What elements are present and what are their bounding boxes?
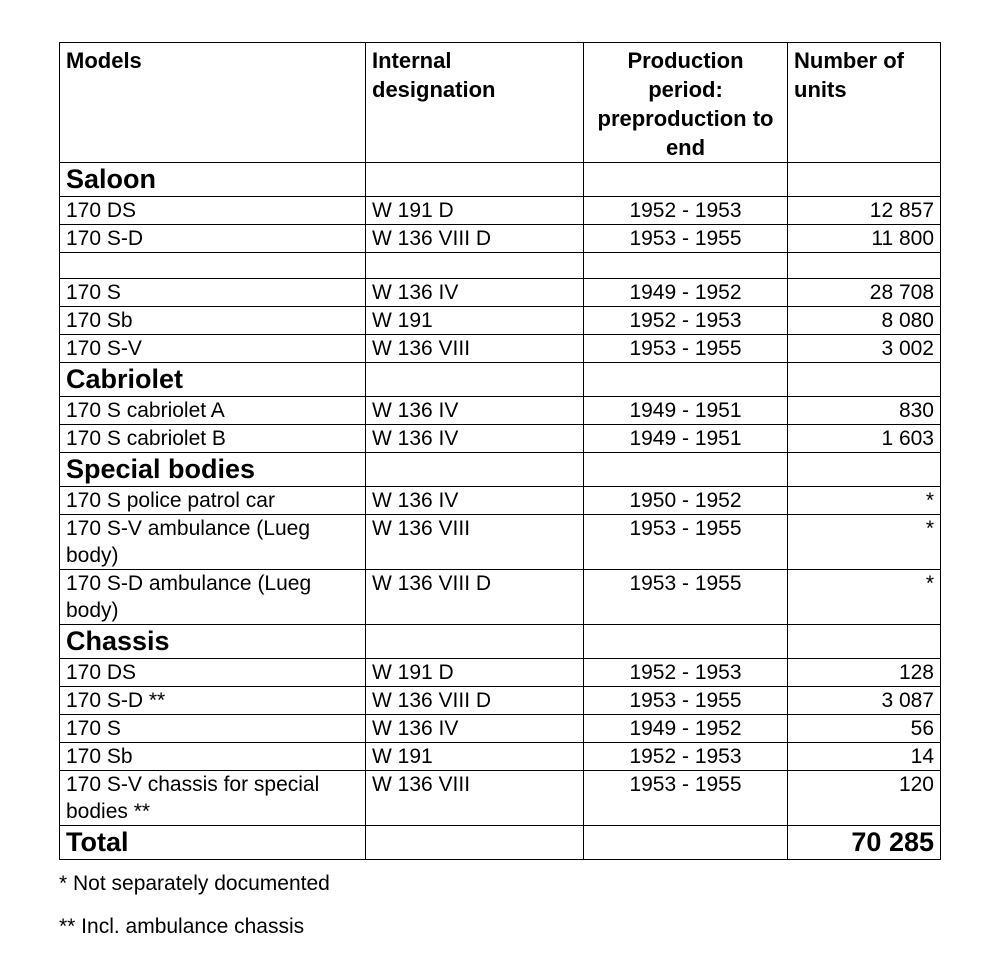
period-cell: 1952 - 1953 (584, 659, 788, 687)
model-cell: 170 S-D ambulance (Lueg body) (60, 570, 366, 625)
designation-cell: W 136 VIII D (366, 687, 584, 715)
table-row (60, 715, 941, 743)
units-cell: 14 (788, 743, 941, 771)
model-cell: 170 Sb (60, 307, 366, 335)
designation-cell: W 136 IV (366, 397, 584, 425)
model-cell: 170 Sb (60, 743, 366, 771)
table-row (60, 659, 941, 687)
units-cell: 28 708 (788, 279, 941, 307)
period-cell: 1949 - 1952 (584, 279, 788, 307)
table-row (60, 570, 941, 625)
period-cell: 1953 - 1955 (584, 515, 788, 570)
model-cell: 170 S cabriolet A (60, 397, 366, 425)
special-bodies-group (60, 487, 941, 625)
designation-cell: W 191 D (366, 659, 584, 687)
section-row-cabriolet (60, 363, 941, 397)
section-label: Chassis (60, 625, 366, 659)
table-row (60, 225, 941, 253)
units-cell: * (788, 515, 941, 570)
table-row (60, 687, 941, 715)
section-row-chassis (60, 625, 941, 659)
designation-cell: W 136 IV (366, 715, 584, 743)
model-cell: 170 DS (60, 659, 366, 687)
designation-cell: W 136 IV (366, 487, 584, 515)
designation-cell: W 136 IV (366, 425, 584, 453)
section-label: Special bodies (60, 453, 366, 487)
designation-cell: W 136 VIII (366, 515, 584, 570)
units-cell: 12 857 (788, 197, 941, 225)
model-cell: 170 S (60, 715, 366, 743)
section-label: Cabriolet (60, 363, 366, 397)
units-cell: * (788, 570, 941, 625)
header-internal-designation: Internal designation (366, 43, 584, 163)
designation-cell: W 136 VIII D (366, 225, 584, 253)
cabriolet-group (60, 397, 941, 453)
units-cell: 8 080 (788, 307, 941, 335)
designation-cell: W 136 VIII (366, 771, 584, 826)
units-cell: 56 (788, 715, 941, 743)
table-row (60, 279, 941, 307)
saloon-group-a (60, 197, 941, 253)
footnote-not-documented: * Not separately documented (59, 872, 330, 895)
model-cell: 170 S-D ** (60, 687, 366, 715)
section-row-special-bodies (60, 453, 941, 487)
model-cell: 170 S (60, 279, 366, 307)
header-number-of-units: Number of units (788, 43, 941, 163)
period-cell: 1953 - 1955 (584, 687, 788, 715)
table-row (60, 397, 941, 425)
chassis-group (60, 659, 941, 826)
units-cell: 120 (788, 771, 941, 826)
section-label: Saloon (60, 163, 366, 197)
designation-cell: W 191 (366, 307, 584, 335)
table-row (60, 743, 941, 771)
units-cell: * (788, 487, 941, 515)
period-cell: 1949 - 1952 (584, 715, 788, 743)
spacer-row (60, 253, 941, 279)
units-cell: 3 002 (788, 335, 941, 363)
table-row (60, 771, 941, 826)
model-cell: 170 S cabriolet B (60, 425, 366, 453)
units-cell: 3 087 (788, 687, 941, 715)
model-cell: 170 DS (60, 197, 366, 225)
footnote-ambulance-chassis: ** Incl. ambulance chassis (59, 915, 305, 938)
model-cell: 170 S police patrol car (60, 487, 366, 515)
model-cell: 170 S-V (60, 335, 366, 363)
production-table (59, 42, 941, 860)
saloon-group-b (60, 279, 941, 363)
table-row (60, 197, 941, 225)
header-models: Models (60, 43, 366, 163)
period-cell: 1952 - 1953 (584, 743, 788, 771)
designation-cell: W 191 (366, 743, 584, 771)
period-cell: 1952 - 1953 (584, 197, 788, 225)
period-cell: 1950 - 1952 (584, 487, 788, 515)
period-cell: 1953 - 1955 (584, 225, 788, 253)
table-row (60, 425, 941, 453)
units-cell: 1 603 (788, 425, 941, 453)
units-cell: 128 (788, 659, 941, 687)
table-row (60, 515, 941, 570)
header-row (60, 43, 941, 163)
period-cell: 1952 - 1953 (584, 307, 788, 335)
table-row (60, 335, 941, 363)
period-cell: 1953 - 1955 (584, 771, 788, 826)
period-cell: 1949 - 1951 (584, 397, 788, 425)
period-cell: 1953 - 1955 (584, 570, 788, 625)
designation-cell: W 191 D (366, 197, 584, 225)
designation-cell: W 136 VIII D (366, 570, 584, 625)
total-label: Total (60, 826, 366, 860)
total-row (60, 826, 941, 860)
designation-cell: W 136 IV (366, 279, 584, 307)
period-cell: 1949 - 1951 (584, 425, 788, 453)
units-cell: 11 800 (788, 225, 941, 253)
total-units: 70 285 (788, 826, 941, 860)
table-row (60, 487, 941, 515)
units-cell: 830 (788, 397, 941, 425)
model-cell: 170 S-V ambulance (Lueg body) (60, 515, 366, 570)
designation-cell: W 136 VIII (366, 335, 584, 363)
model-cell: 170 S-D (60, 225, 366, 253)
model-cell: 170 S-V chassis for special bodies ** (60, 771, 366, 826)
table-row (60, 307, 941, 335)
section-row-saloon (60, 163, 941, 197)
header-production-period: Production period: preproduction to end (584, 43, 788, 163)
period-cell: 1953 - 1955 (584, 335, 788, 363)
